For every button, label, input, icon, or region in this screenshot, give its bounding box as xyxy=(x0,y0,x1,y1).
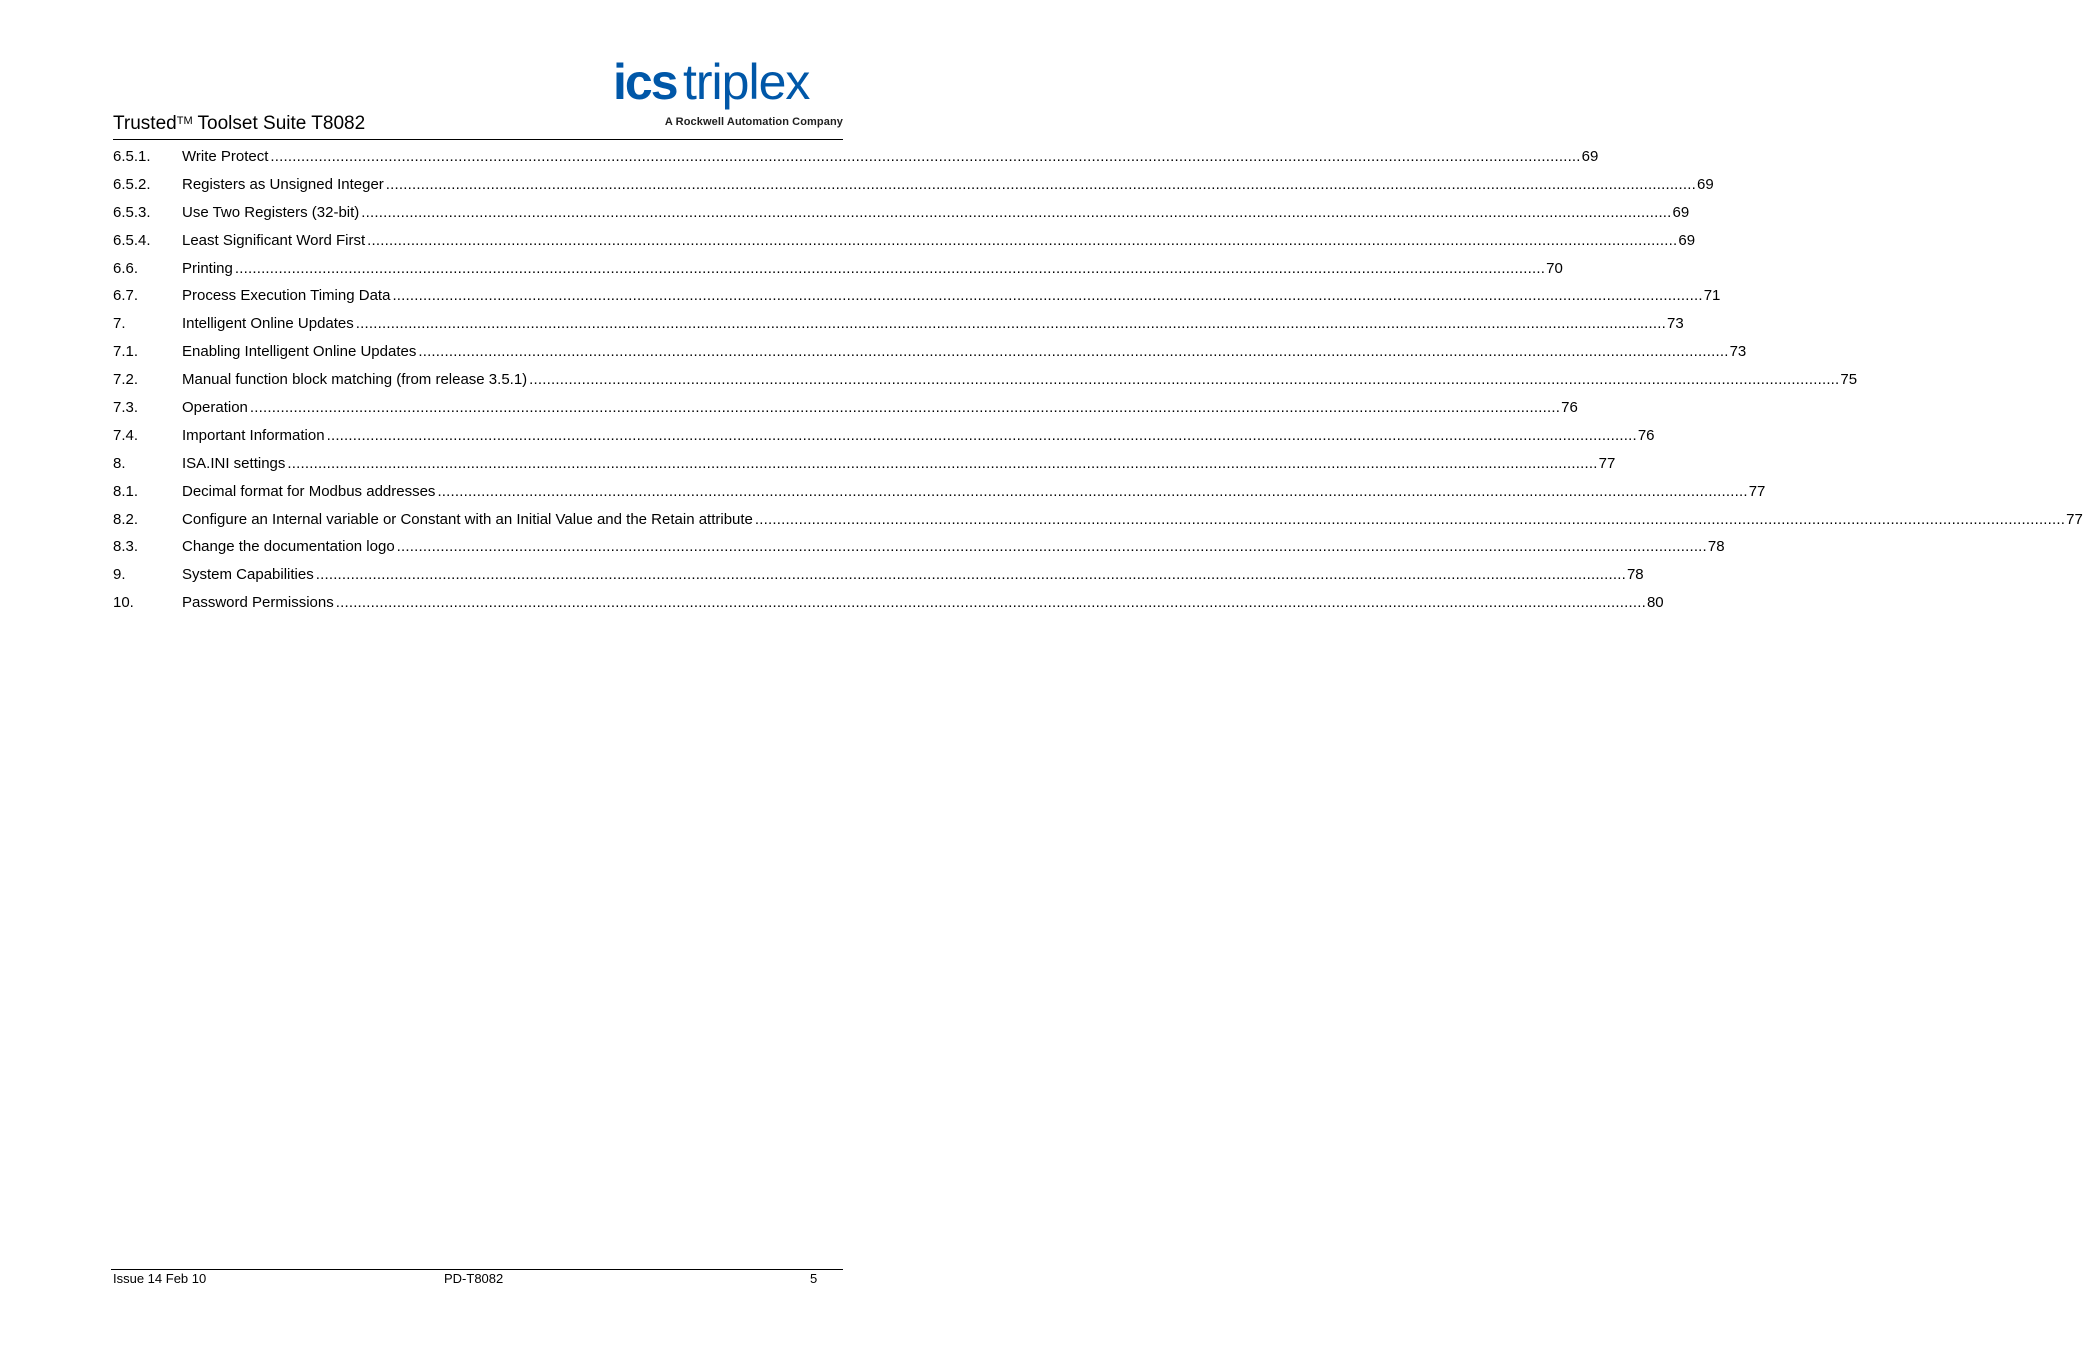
toc-entry-number: 6.7. xyxy=(113,287,139,305)
footer-divider xyxy=(111,1269,843,1270)
toc-dot-leader: ............................................................................................................................................................................................................................................................................................................ xyxy=(355,315,1667,333)
toc-entry-title: Important Information xyxy=(182,426,325,444)
logo-brand-bold: ics xyxy=(613,54,677,110)
toc-entry-title: Change the documentation logo xyxy=(182,538,395,556)
toc-dot-leader: ............................................................................................................................................................................................................................................................................................................ xyxy=(754,510,2066,528)
toc-entry-number: 6.5.2. xyxy=(113,175,151,193)
toc-dot-leader: ............................................................................................................................................................................................................................................................................................................ xyxy=(396,538,1707,556)
toc-entry-page: 73 xyxy=(1729,343,1747,361)
toc-entry-title: ISA.INI settings xyxy=(182,454,286,472)
toc-dot-leader: ............................................................................................................................................................................................................................................................................................................ xyxy=(361,203,1672,221)
toc-entry-number: 8.3. xyxy=(113,538,139,556)
toc-entry-number: 9. xyxy=(113,566,126,584)
ics-triplex-logo xyxy=(611,55,843,135)
toc-entry[interactable] xyxy=(113,227,1696,255)
toc-entry-page: 76 xyxy=(1561,398,1578,416)
trademark-superscript: TM xyxy=(176,115,193,127)
toc-entry[interactable] xyxy=(113,171,1714,199)
toc-entry-title: Configure an Internal variable or Constant with an Initial Value and the Retain attribute xyxy=(182,510,753,528)
toc-entry-title: Registers as Unsigned Integer xyxy=(182,175,384,193)
table-of-contents xyxy=(113,143,2083,617)
toc-entry[interactable] xyxy=(113,589,1664,617)
toc-dot-leader: ............................................................................................................................................................................................................................................................................................................ xyxy=(326,426,1637,444)
toc-entry[interactable] xyxy=(113,366,1858,394)
toc-entry-page: 78 xyxy=(1626,566,1644,584)
footer-page-number: 5 xyxy=(810,1271,818,1286)
title-prefix: Trusted xyxy=(113,113,177,134)
toc-dot-leader: ............................................................................................................................................................................................................................................................................................................ xyxy=(385,175,1697,193)
title-suffix: Toolset Suite T8082 xyxy=(192,113,366,134)
footer-issue: Issue 14 Feb 10 xyxy=(113,1271,207,1286)
toc-dot-leader: ............................................................................................................................................................................................................................................................................................................ xyxy=(367,231,1678,249)
toc-entry[interactable] xyxy=(113,478,1766,506)
toc-entry-title: Use Two Registers (32-bit) xyxy=(182,203,360,221)
toc-entry-page: 78 xyxy=(1707,538,1725,556)
toc-entry-page: 75 xyxy=(1840,371,1858,389)
toc-entry-number: 7. xyxy=(113,315,126,333)
toc-dot-leader: ............................................................................................................................................................................................................................................................................................................ xyxy=(335,594,1646,612)
toc-entry[interactable] xyxy=(113,255,1563,283)
toc-entry-page: 77 xyxy=(1598,454,1616,472)
toc-entry[interactable] xyxy=(113,533,1725,561)
toc-entry-number: 7.2. xyxy=(113,371,139,389)
toc-entry-title: Intelligent Online Updates xyxy=(182,315,354,333)
toc-entry-page: 71 xyxy=(1703,287,1721,305)
toc-entry-title: Password Permissions xyxy=(182,594,334,612)
toc-entry[interactable] xyxy=(113,310,1684,338)
toc-entry-page: 76 xyxy=(1637,426,1655,444)
toc-entry-title: Process Execution Timing Data xyxy=(182,287,391,305)
header-divider xyxy=(113,139,843,140)
toc-dot-leader: ............................................................................................................................................................................................................................................................................................................ xyxy=(529,371,1840,389)
toc-entry[interactable] xyxy=(113,282,1721,310)
toc-entry-number: 6.6. xyxy=(113,259,139,277)
toc-entry-page: 80 xyxy=(1646,594,1664,612)
toc-dot-leader: ............................................................................................................................................................................................................................................................................................................ xyxy=(270,147,1581,165)
toc-entry[interactable] xyxy=(113,561,1644,589)
toc-entry-number: 8.2. xyxy=(113,510,139,528)
toc-entry-number: 7.1. xyxy=(113,343,139,361)
toc-dot-leader: ............................................................................................................................................................................................................................................................................................................ xyxy=(437,482,1748,500)
toc-entry-title: Decimal format for Modbus addresses xyxy=(182,482,436,500)
toc-entry[interactable] xyxy=(113,338,1747,366)
toc-entry-title: Printing xyxy=(182,259,233,277)
logo-brand-light: triplex xyxy=(683,54,810,110)
footer-document-id: PD-T8082 xyxy=(444,1271,504,1286)
logo-wordmark xyxy=(611,55,843,115)
toc-entry-number: 7.4. xyxy=(113,426,139,444)
toc-entry-title: Operation xyxy=(182,398,248,416)
toc-entry-page: 73 xyxy=(1667,315,1684,333)
toc-entry-number: 6.5.4. xyxy=(113,231,151,249)
toc-entry-number: 8.1. xyxy=(113,482,139,500)
toc-entry-title: Manual function block matching (from release 3.5.1) xyxy=(182,371,528,389)
toc-dot-leader: ............................................................................................................................................................................................................................................................................................................ xyxy=(315,566,1626,584)
toc-entry-page: 69 xyxy=(1581,147,1599,165)
toc-dot-leader: ............................................................................................................................................................................................................................................................................................................ xyxy=(418,343,1729,361)
toc-dot-leader: ............................................................................................................................................................................................................................................................................................................ xyxy=(392,287,1703,305)
toc-entry-page: 70 xyxy=(1546,259,1563,277)
page-header xyxy=(113,55,843,141)
toc-dot-leader: ............................................................................................................................................................................................................................................................................................................ xyxy=(234,259,1546,277)
toc-entry[interactable] xyxy=(113,394,1578,422)
toc-entry-number: 10. xyxy=(113,594,134,612)
toc-entry-page: 69 xyxy=(1697,175,1714,193)
toc-entry-title: System Capabilities xyxy=(182,566,314,584)
toc-entry-title: Enabling Intelligent Online Updates xyxy=(182,343,417,361)
toc-dot-leader: ............................................................................................................................................................................................................................................................................................................ xyxy=(287,454,1598,472)
toc-entry[interactable] xyxy=(113,506,2083,534)
toc-entry-number: 8. xyxy=(113,454,126,472)
toc-entry-title: Least Significant Word First xyxy=(182,231,366,249)
toc-entry-title: Write Protect xyxy=(182,147,269,165)
toc-entry[interactable] xyxy=(113,422,1655,450)
toc-dot-leader: ............................................................................................................................................................................................................................................................................................................ xyxy=(249,398,1561,416)
toc-entry[interactable] xyxy=(113,450,1616,478)
toc-entry-number: 6.5.1. xyxy=(113,147,151,165)
document-title xyxy=(113,113,365,135)
toc-entry-page: 77 xyxy=(2066,510,2083,528)
toc-entry[interactable] xyxy=(113,199,1690,227)
toc-entry[interactable] xyxy=(113,143,1599,171)
toc-entry-number: 6.5.3. xyxy=(113,203,151,221)
toc-entry-page: 69 xyxy=(1678,231,1696,249)
logo-tagline: A Rockwell Automation Company xyxy=(664,116,843,128)
toc-entry-page: 77 xyxy=(1748,482,1766,500)
toc-entry-number: 7.3. xyxy=(113,398,139,416)
toc-entry-page: 69 xyxy=(1672,203,1690,221)
